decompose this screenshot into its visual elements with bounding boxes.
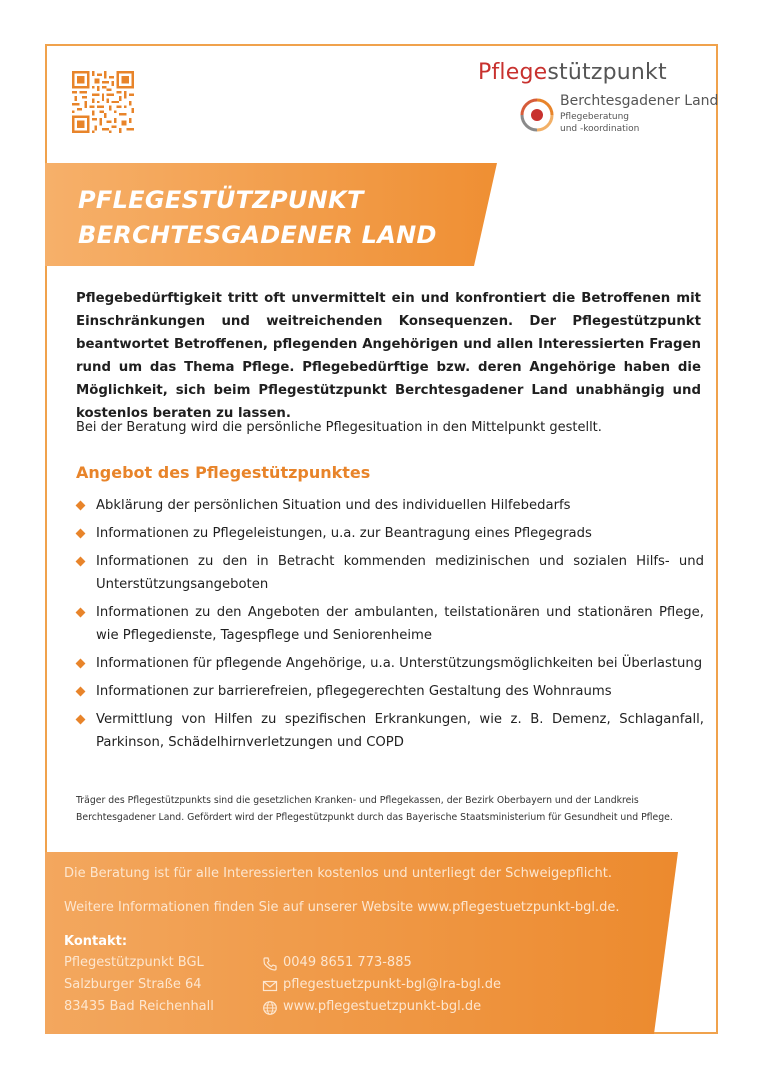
list-item: Vermittlung von Hilfen zu spezifischen Erkrankungen, wie z. B. Demenz, Schlaganfall, Parkinson, Schädelhirnverletzungen und COPD [76,708,704,754]
contact-label: Kontakt: [64,934,128,949]
list-item: Informationen zur barrierefreien, pflegegerechten Gestaltung des Wohnraums [76,680,704,703]
email-icon [262,978,278,994]
list-item: Abklärung der persönlichen Situation und des individuellen Hilfebedarfs [76,494,704,517]
intro-paragraph: Pflegebedürftigkeit tritt oft unvermittelt ein und konfrontiert die Betroffenen mit Einschränkungen und weitreichenden Konsequenzen. Der Pflegestützpunkt beantwortet Betroffenen, pflegenden Angehörigen und allen Interessierten Fragen rund um das Thema Pflege. Pflegebedürftige bzw. deren Angehörige haben die Möglichkeit, sich beim Pflegestützpunkt Berchtesgadener Land unabhängig und kostenlos beraten zu lassen. [76,291,701,421]
phone-icon [262,956,278,972]
bullet-icon [76,608,86,618]
email-link[interactable]: pflegestuetzpunkt-bgl@lra-bgl.de [283,977,501,992]
footnote: Träger des Pflegestützpunkts sind die gesetzlichen Kranken- und Pflegekassen, der Bezirk Oberbayern und der Landkreis Berchtesgadener Land. Gefördert wird der Pflegestützpunkt durch das Bayerische Staatsministerium für Gesundheit und Pflege. [76,795,673,823]
bullet-icon [76,557,86,567]
list-item: Informationen zu den in Betracht kommenden medizinischen und sozialen Hilfs- und Unterstützungsangeboten [76,550,704,596]
list-item: Informationen zu den Angeboten der ambulanten, teilstationären und stationären Pflege, wie Pflegedienste, Tagespflege und Seniorenheime [76,601,704,647]
bullet-icon [76,659,86,669]
globe-icon [262,1000,278,1016]
bullet-icon [76,501,86,511]
bullet-icon [76,687,86,697]
section-heading: Angebot des Pflegestützpunktes [76,463,371,482]
address-line: Pflegestützpunkt BGL [64,955,204,970]
consultation-paragraph: Bei der Beratung wird die persönliche Pflegesituation in den Mittelpunkt gestellt. [76,420,602,435]
confidentiality-note: Die Beratung ist für alle Interessierten kostenlos und unterliegt der Schweigepflicht. [64,866,612,881]
phone-number[interactable]: 0049 8651 773-885 [283,955,412,970]
address-line: 83435 Bad Reichenhall [64,999,214,1014]
logo-title: Pflegestützpunkt [478,60,667,85]
logo-mark-icon [518,96,556,134]
page-title: PFLEGESTÜTZPUNKT BERCHTESGADENER LAND [78,186,437,249]
website-note: Weitere Informationen finden Sie auf unserer Website www.pflegestuetzpunkt-bgl.de. [64,900,620,915]
logo-tagline: Pflegeberatung und -koordination [560,112,640,134]
website-link[interactable]: www.pflegestuetzpunkt-bgl.de [283,999,482,1014]
address-line: Salzburger Straße 64 [64,977,202,992]
list-item: Informationen zu Pflegeleistungen, u.a. zur Beantragung eines Pflegegrads [76,522,704,545]
bullet-icon [76,715,86,725]
logo-subtitle: Berchtesgadener Land [560,93,719,109]
logo [478,60,719,140]
list-item: Informationen für pflegende Angehörige, u.a. Unterstützungsmöglichkeiten bei Überlastung [76,652,704,675]
offer-list [76,494,704,754]
qr-code[interactable] [72,71,134,133]
bullet-icon [76,529,86,539]
